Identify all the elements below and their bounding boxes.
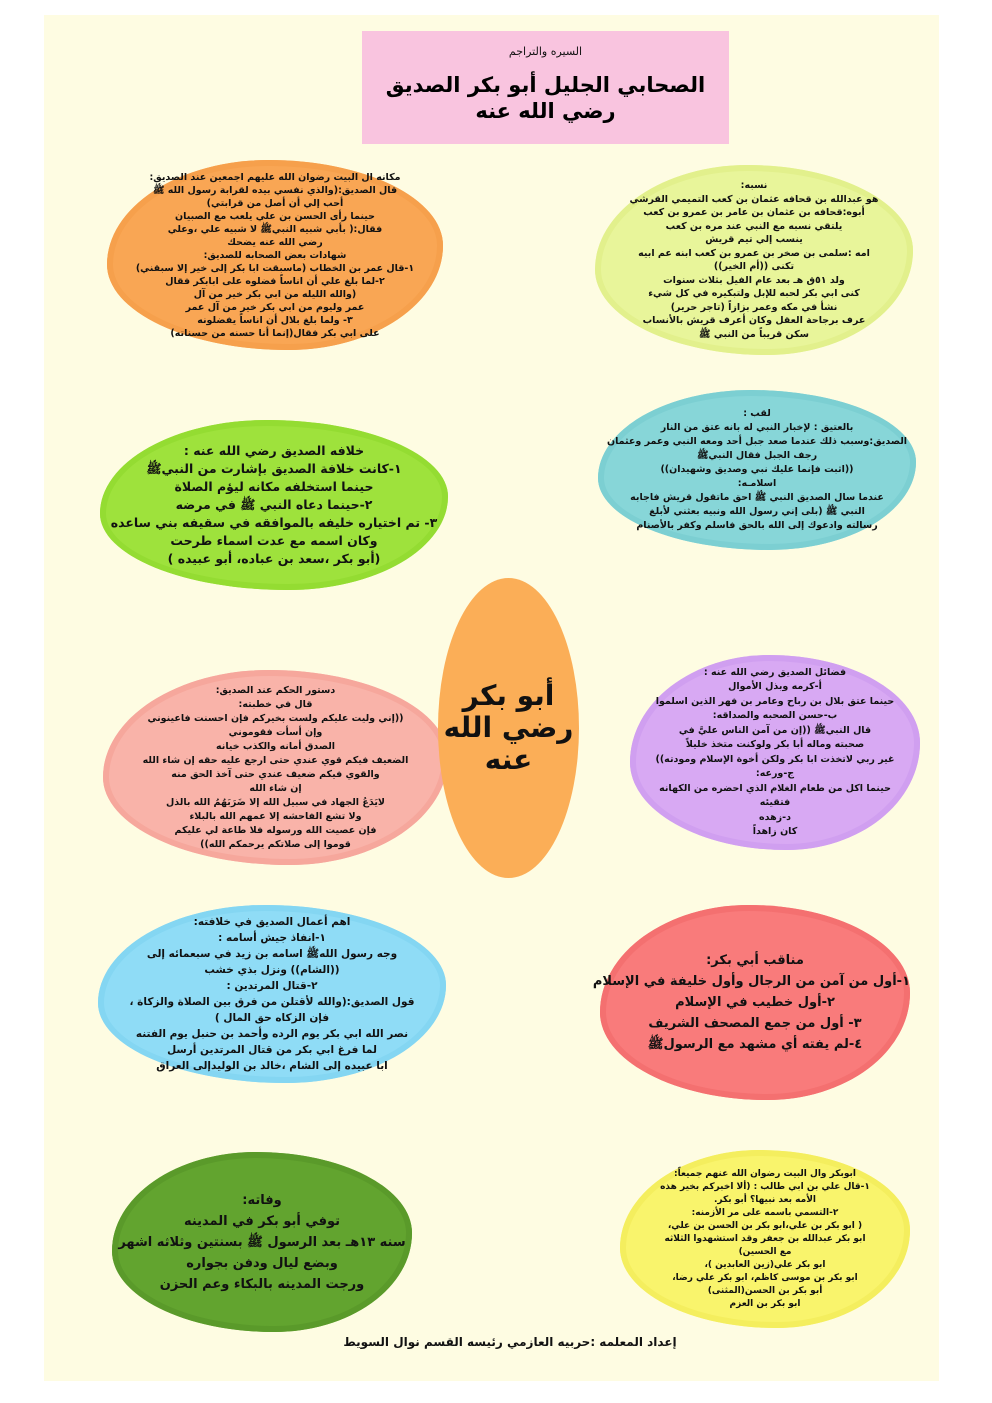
cloud-virtues: [630, 655, 920, 850]
cloud-heading: ابوبكر وال البيت رضوان الله عنهم جميعاً:: [674, 1168, 856, 1179]
title-line-2: رضي الله عنه: [475, 99, 616, 123]
cloud-text-line: فإن الزكاه حق المال ): [214, 1012, 330, 1024]
cloud-text-line: لما فرغ ابي بكر من قتال المرتدين أرسل: [167, 1044, 377, 1056]
cloud-text-line: إن شاء الله: [249, 782, 302, 794]
center-line-2: رضي الله: [443, 711, 574, 744]
cloud-text-line: قوموا إلى صلاتكم يرحمكم الله)): [200, 838, 351, 850]
cloud-text-line: كان زاهداً: [752, 826, 798, 837]
cloud-text-line: (والله الليله من ابي بكر خير من آل: [193, 288, 357, 300]
cloud-text-line: ٣- ولما بلغ بلال أن اناساً يفضلونه: [197, 314, 353, 326]
cloud-text-line: أ-كرمه وبذل الأموال: [728, 681, 822, 692]
center-oval: [438, 578, 579, 878]
poster-header: [362, 31, 729, 144]
cloud-text-line: صحبته وماله أبا بكر ولوكنت متخذ خليلاً: [685, 739, 865, 750]
title-line-1: الصحابي الجليل أبو بكر الصديق: [385, 73, 706, 97]
cloud-text-line: ابو بكر بن موسى كاظم، ابو بكر علي رضا،: [672, 1272, 858, 1283]
cloud-text-line: فتقيئه: [759, 797, 791, 808]
cloud-text-line: وبضع ليال ودفن بجواره: [186, 1255, 338, 1271]
cloud-title-conversion: [598, 390, 916, 550]
cloud-text-line: كنى ابي بكر لحبه للإبل ولتبكيره في كل شيء: [648, 288, 860, 299]
cloud-text-line: ( ابو بكر بن علي،ابو بكر بن الحسن بن علي،: [667, 1220, 863, 1231]
poster-title: [362, 72, 729, 124]
cloud-text-line: تكنى ((أم الخير)): [713, 261, 795, 272]
cloud-text-line: شهادات بعض الصحابه للصديق:: [203, 249, 347, 261]
cloud-text-line: ابو بكر علي(زين العابدين )،: [704, 1259, 826, 1270]
cloud-text-line: ٢-أول خطيب في الإسلام: [675, 995, 835, 1010]
cloud-status: [107, 160, 443, 350]
cloud-text-line: ورجت المدينه بالبكاء وعم الحزن: [159, 1276, 365, 1292]
footer-credit: إعداد المعلمه :حربيه العازمي رئيسه القسم نوال السويط: [343, 1335, 677, 1349]
cloud-text-line: ج-ورعه:: [755, 768, 795, 779]
center-line-3: عنه: [484, 743, 533, 776]
cloud-text-line: ب-حسن الصحبه والصداقه:: [712, 710, 838, 721]
cloud-text-line: ٤-لم يفته أي مشهد مع الرسولﷺ: [647, 1037, 863, 1052]
cloud-text-line: غير ربي لاتخذت ابا بكر ولكن أخوة الإسلام ومودته)): [655, 753, 895, 765]
cloud-text-line: رسالته وادعوك إلى الله بالحق فاسلم وكفر بالأصنام: [636, 520, 878, 531]
center-line-1: أبو بكر: [462, 679, 555, 712]
cloud-text-line: والقوي فيكم ضعيف عندي حتى آخذ الحق منه: [171, 768, 380, 780]
cloud-text-line: عندما سال الصديق النبي ﷺ احق ماتقول قريش فاجابه: [630, 492, 884, 503]
cloud-heading: خلافه الصديق رضي الله عنه :: [183, 443, 365, 458]
cloud-text-line: هو عبدالله بن قحافه عثمان بن كعب التميمي القرشي: [629, 193, 879, 205]
cloud-text-line: ((اثبت فإنما عليك نبي وصديق وشهيدان)): [660, 464, 854, 475]
cloud-text-line: ٢-لما بلغ علي أن اناساً فضلوه على ابابكر فقال: [165, 275, 385, 287]
cloud-text-line: وإن أسأت فقوموني: [228, 726, 323, 738]
cloud-text-line: فإن عصيت الله ورسوله فلا طاعة لي عليكم: [174, 824, 377, 836]
cloud-text-line: ابا عبيده إلى الشام ،خالد بن الوليدإلى العراق: [156, 1060, 388, 1072]
cloud-text-line: ١-كانت خلافة الصديق بإشارت من النبيﷺ: [146, 461, 402, 476]
cloud-text-line: بالعتيق : لإخبار النبي له بانه عتق من النار: [660, 422, 854, 433]
cloud-text-line: قال الصديق:(والذي نفسي بيده لقرابة رسول الله ﷺ: [152, 184, 398, 196]
cloud-text-line: سنه ١٣هـ بعد الرسول ﷺ بسنتين وثلاثه اشهر: [118, 1234, 406, 1250]
cloud-text-line: امه :سلمى بن صخر بن عمرو بن كعب ابنه عم ابيه: [638, 247, 870, 259]
cloud-text-line: ٢-التسمي باسمه على مر الأزمنه:: [691, 1207, 839, 1218]
cloud-text-line: د-زهده: [759, 811, 791, 823]
cloud-text-line: توفي أبو بكر في المدينه: [183, 1213, 341, 1229]
cloud-text-line: أبو بكر بن الحسن(المثنى): [707, 1285, 823, 1296]
cloud-heading: لقب :: [743, 408, 771, 419]
cloud-text-line: ٢-حينما دعاه النبي ﷺ في مرضه: [175, 497, 373, 512]
cloud-text-line: الصدق أمانه والكذب خيانه: [215, 740, 336, 752]
cloud-text-line: اسلامـه:: [737, 478, 777, 489]
cloud-heading: فضائل الصديق رضي الله عنه :: [703, 666, 847, 678]
cloud-text-line: سكن قريباً من النبي ﷺ: [699, 328, 809, 340]
cloud-text-line: عرف برجاحة العقل وكان أعرف قريش بالأنساب: [642, 315, 866, 326]
cloud-text-line: ٢-قتال المرتدين :: [226, 980, 318, 992]
cloud-text-line: أحب إلي أن أصل من قرابتي): [206, 197, 344, 209]
cloud-heading: اهم أعمال الصديق في خلافته:: [193, 916, 351, 928]
cloud-text-line: الأمه بعد نبيها؟ أبو بكر.: [713, 1194, 816, 1205]
cloud-text-line: ١-انفاذ جيش أسامه :: [218, 932, 326, 944]
cloud-heading: مناقب أبي بكر:: [706, 953, 804, 968]
cloud-text-line: ١-قال علي بن ابي طالب : (ألا اخبركم بخير هذه: [660, 1181, 870, 1192]
cloud-merits: [592, 905, 910, 1100]
cloud-text-line: ابو بكر بن العزم: [729, 1298, 801, 1309]
cloud-constitution: [103, 670, 448, 865]
cloud-text-line: قال في خطبته:: [238, 698, 313, 710]
cloud-text-line: ابو بكر عبدالله بن جعفر وقد استشهدوا الثلاثه: [664, 1233, 866, 1244]
cloud-text-line: حينما اكل من طعام الغلام الذي احضره من الكهانه: [659, 782, 891, 794]
cloud-text-line: ((إني وليت عليكم ولست بخيركم فإن احسنت فاعينوني: [147, 712, 404, 724]
cloud-text-line: الضعيف فيكم قوي عندي حتى ارجع عليه حقه إن شاء الله: [142, 754, 409, 766]
cloud-text-line: وجه رسول اللهﷺ اسامه بن زيد في سبعمائه إلى: [146, 948, 398, 960]
cloud-deeds: [98, 905, 446, 1083]
cloud-lineage: [595, 165, 913, 355]
cloud-text-line: أبوه:قحافه بن عثمان بن عامر بن عمرو بن كعب: [643, 207, 865, 218]
cloud-text-line: فقال:( بأبي شبيه النبيﷺ لا شبيه علي ،وعلي: [167, 223, 383, 235]
cloud-text-line: قول الصديق:(والله لأقتلن من فرق بين الصلاة والزكاة ،: [129, 996, 415, 1008]
cloud-text-line: نشأ في مكه وعمر بزازاً (تاجر حرير): [670, 301, 838, 313]
cloud-text-line: ١-قال عمر بن الخطاب (ماسبقت ابا بكر إلى خير إلا سبقني): [135, 262, 415, 274]
cloud-text-line: عمر وليوم من ابي بكر خير من آل عمر: [185, 301, 365, 313]
cloud-text-line: حينما استخلفه مكانه ليؤم الصلاة: [174, 479, 374, 494]
cloud-heading: دستور الحكم عند الصديق:: [215, 684, 336, 696]
cloud-text-line: رضي الله عنه يضحك: [227, 236, 323, 248]
cloud-heading: نسبه:: [740, 180, 768, 191]
cloud-text-line: ١-أول من آمن من الرجال وأول خليفة في الإسلام: [592, 974, 910, 989]
cloud-text-line: حينما عتق بلال بن رباح وعامر بن فهر الذين اسلموا: [655, 695, 895, 707]
cloud-text-line: نصر الله ابي بكر يوم الرده وأحمد بن حنبل يوم الفتنه: [135, 1028, 409, 1040]
header-subtitle: السيره والتراجم: [508, 45, 583, 58]
cloud-text-line: ٣- تم اختياره خليفه بالموافقه في سقيفه بني ساعده: [110, 515, 438, 530]
cloud-text-line: ((الشام)) ونزل بذي خشب: [204, 964, 340, 976]
cloud-text-line: ولا تشع الفاحشه إلا عمهم الله بالبلاء: [189, 810, 362, 822]
cloud-text-line: مع الحسين): [738, 1246, 792, 1257]
cloud-text-line: النبي ﷺ (بلى إني رسول الله ونبيه بعثني لأبلغ: [649, 506, 865, 517]
cloud-text-line: الصديق:وسبب ذلك عندما صعد جبل أحد ومعه النبي وعمر وعثمان: [606, 436, 908, 447]
cloud-text-line: ٣- أول من جمع المصحف الشريف: [648, 1016, 862, 1031]
cloud-death: [112, 1152, 412, 1332]
cloud-text-line: على ابي بكر فقال(إنما أنا حسنه من حسناته): [170, 327, 380, 339]
cloud-heading: وفاته:: [242, 1192, 282, 1208]
cloud-family: [620, 1150, 910, 1328]
cloud-text-line: (أبو بكر ،سعد بن عباده، أبو عبيده ): [167, 551, 381, 566]
cloud-text-line: يلتقي نسبه مع النبي عند مره بن كعب: [665, 220, 843, 232]
cloud-text-line: رجف الجبل فقال النبيﷺ: [696, 450, 818, 461]
cloud-text-line: لايَدَعُ الجهاد في سبيل الله إلا ضَرَبَهُمُ الله بالذل: [166, 796, 385, 808]
cloud-text-line: قال النبيﷺ ((إن من آمن الناس عليَّ في: [678, 724, 872, 736]
cloud-caliphate: [100, 420, 448, 590]
cloud-text-line: وكان اسمه مع عدت اسماء طرحت: [170, 533, 378, 548]
cloud-text-line: ينسب إلي تيم قريش: [705, 234, 803, 245]
cloud-heading: مكانه ال البيت رضوان الله عليهم اجمعين عند الصديق:: [149, 171, 401, 183]
cloud-text-line: حينما رأى الحسن بن علي يلعب مع الصبيان: [175, 210, 375, 222]
cloud-text-line: ولد ٥١ق هـ بعد عام الفيل بثلاث سنوات: [663, 274, 845, 286]
